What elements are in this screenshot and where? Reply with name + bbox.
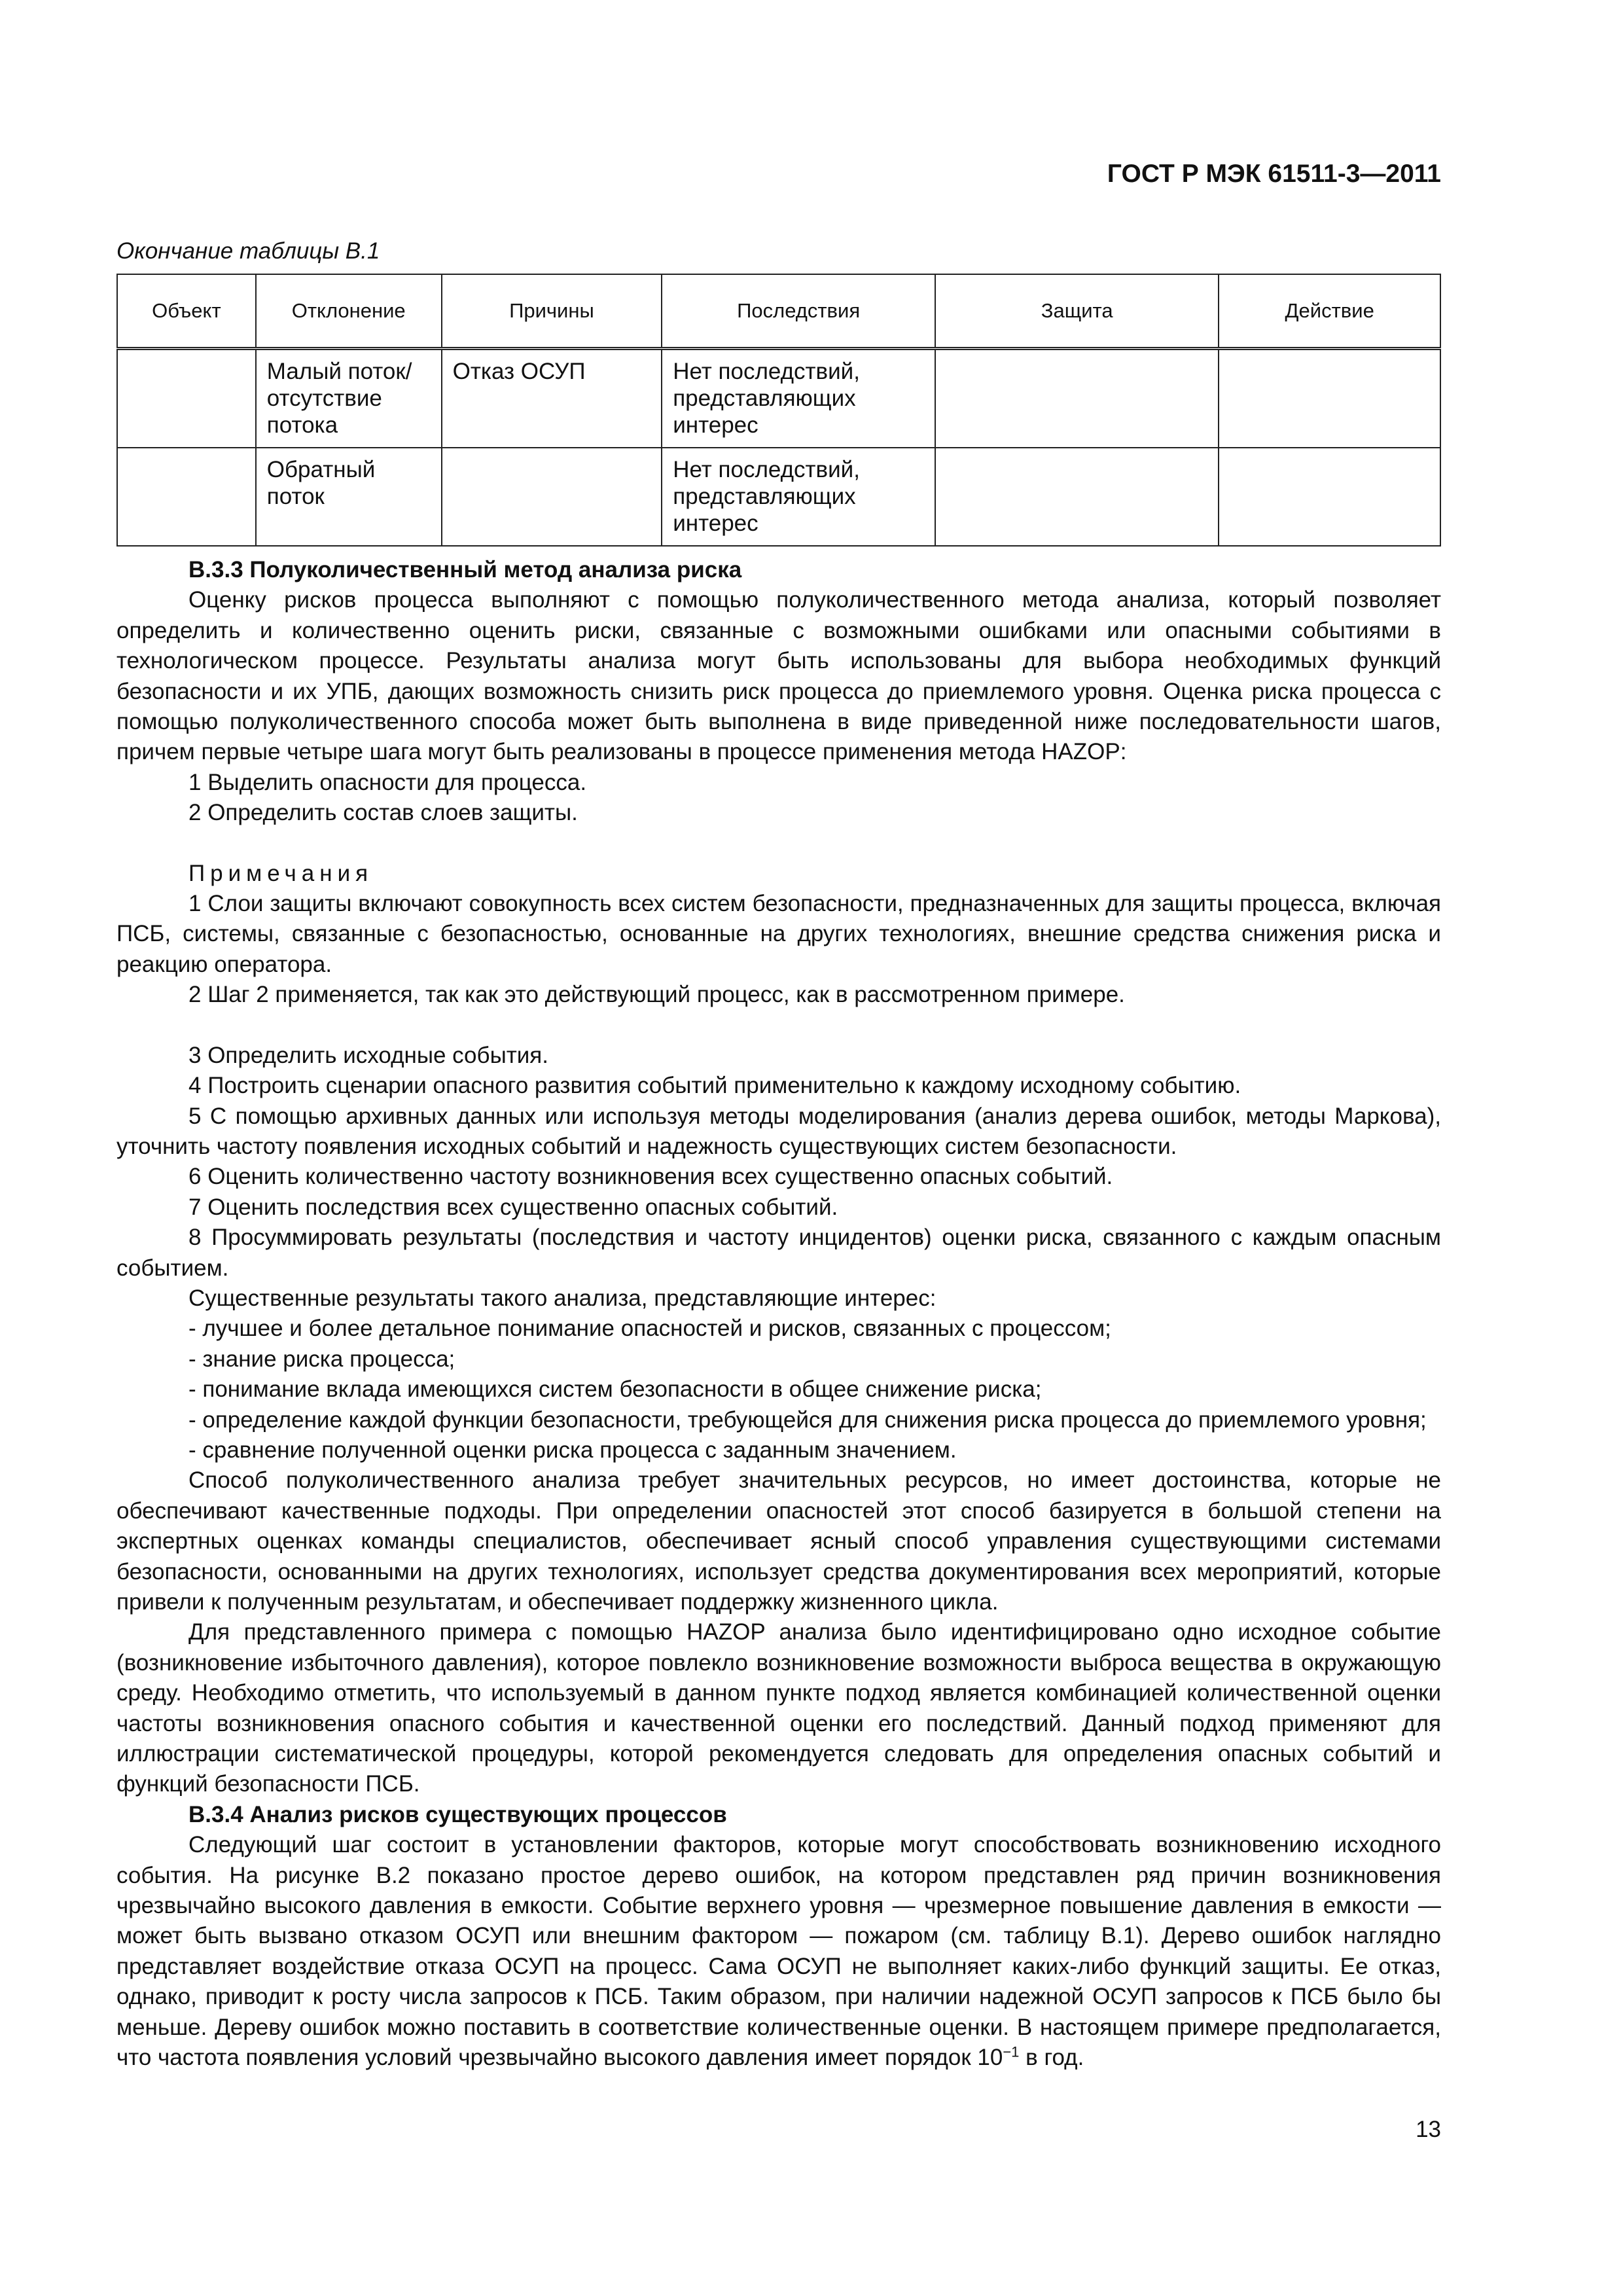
paragraph: Оценку рисков процесса выполняют с помощью полуколичественного метода анализа, который позволяет определить и количественно оценить риски, связанные с возможными ошибками или опасными событиями в технологическом процессе. Результаты анализа могут быть использованы для выбора необходимых функций безопасности и их УПБ, дающих возможность снизить риск процесса до приемлемого уровня. Оценка риска процесса с помощью полуколичественного способа может быть выполнена в виде приведенной ниже последовательности шагов, причем первые четыре шага могут быть реализованы в процессе применения метода HAZOP: bbox=[116, 587, 1441, 765]
header-cell: Действие bbox=[1219, 274, 1440, 349]
table-header-row bbox=[117, 274, 1440, 349]
step-item: 8 Просуммировать результаты (последствия и частоту инцидентов) оценки риска, связанного с каждым опасным событием. bbox=[116, 1225, 1441, 1281]
table-cell: Отказ ОСУП bbox=[442, 349, 662, 448]
table-cell bbox=[935, 349, 1219, 448]
header-cell: Последствия bbox=[662, 274, 935, 349]
table-b1 bbox=[116, 274, 1441, 547]
paragraph: Существенные результаты такого анализа, представляющие интерес: bbox=[188, 1285, 936, 1311]
table-cell: Малый поток/ отсутствие потока bbox=[256, 349, 442, 448]
table-row bbox=[117, 448, 1440, 546]
exponent: −1 bbox=[1003, 2043, 1020, 2060]
table-cell: Обратный поток bbox=[256, 448, 442, 546]
step-item: 2 Определить состав слоев защиты. bbox=[188, 800, 578, 826]
header-cell: Отклонение bbox=[256, 274, 442, 349]
header-cell: Объект bbox=[117, 274, 256, 349]
header-cell: Защита bbox=[935, 274, 1219, 349]
paragraph-last bbox=[116, 1830, 1441, 2073]
bullet-item: - определение каждой функции безопасности, требующейся для снижения риска процесса до приемлемого уровня; bbox=[188, 1407, 1427, 1433]
step-item: 4 Построить сценарии опасного развития событий применительно к каждому исходному событию. bbox=[188, 1073, 1241, 1099]
document-header: ГОСТ Р МЭК 61511-3—2011 bbox=[1107, 160, 1441, 188]
step-item: 5 С помощью архивных данных или используя методы моделирования (анализ дерева ошибок, методы Маркова), уточнить частоту появления исходных событий и надежность существующих систем безопасности. bbox=[116, 1103, 1441, 1159]
table-row bbox=[117, 349, 1440, 448]
table-cell: Нет последствий, представляющих интерес bbox=[662, 349, 935, 448]
paragraph: Для представленного примера с помощью HAZOP анализа было идентифицировано одно исходное событие (возникновение избыточного давления), которое повлекло возникновение возможности выброса вещества в окружающую среду. Необходимо отметить, что используемый в данном пункте подход является комбинацией количественной оценки частоты возникновения опасного события и качественной оценки его последствий. Данный подход применяют для иллюстрации систематической процедуры, которой рекомендуется следовать для определения опасных событий и функций безопасности ПСБ. bbox=[116, 1619, 1441, 1797]
header-cell: Причины bbox=[442, 274, 662, 349]
paragraph-tail: в год. bbox=[1019, 2045, 1084, 2071]
table-cell bbox=[1219, 349, 1440, 448]
bullet-item: - знание риска процесса; bbox=[188, 1346, 455, 1372]
paragraph-text: Следующий шаг состоит в установлении факторов, которые могут способствовать возникновению исходного события. На рисунке В.2 показано простое дерево ошибок, на котором представлен ряд причин возникновения чрезвычайно высокого давления в емкости. Событие верхнего уровня — чрезмерное повышение давления в емкости — может быть вызвано отказом ОСУП или внешним фактором — пожаром (см. таблицу В.1). Дерево ошибок наглядно представляет воздействие отказа ОСУП на процесс. Сама ОСУП не выполняет каких-либо функций защиты. Ее отказ, однако, приводит к росту числа запросов к ПСБ. Таким образом, при наличии надежной ОСУП запросов к ПСБ было бы меньше. Дереву ошибок можно поставить в соответствие количественные оценки. В настоящем примере предполагается, что частота появления условий чрезвычайно высокого давления имеет порядок 10 bbox=[116, 1832, 1441, 2071]
bullet-item: - понимание вклада имеющихся систем безопасности в общее снижение риска; bbox=[188, 1376, 1042, 1403]
page-number: 13 bbox=[1416, 2117, 1441, 2142]
step-item: 3 Определить исходные события. bbox=[188, 1042, 548, 1068]
table-cell: Нет последствий, представляющих интерес bbox=[662, 448, 935, 546]
table-cell bbox=[442, 448, 662, 546]
paragraph: Способ полуколичественного анализа требует значительных ресурсов, но имеет достоинства, которые не обеспечивают качественные подходы. При определении опасностей этот способ базируется в большой степени на экспертных оценках команды специалистов, обеспечивает ясный способ управления существующими системами безопасности, основанными на других технологиях, использует средства документирования всех мероприятий, которые привели к полученным результатам, и обеспечивает поддержку жизненного цикла. bbox=[116, 1467, 1441, 1615]
step-item: 7 Оценить последствия всех существенно опасных событий. bbox=[188, 1194, 838, 1220]
table-caption: Окончание таблицы В.1 bbox=[116, 238, 380, 264]
section-heading: В.3.4 Анализ рисков существующих процессов bbox=[188, 1801, 727, 1827]
step-item: 1 Выделить опасности для процесса. bbox=[188, 769, 587, 795]
note-item: 1 Слои защиты включают совокупность всех систем безопасности, предназначенных для защиты процесса, включая ПСБ, системы, связанные с безопасностью, основанные на других технологиях, внешние средства снижения риска и реакцию оператора. bbox=[116, 891, 1441, 977]
table-cell bbox=[117, 349, 256, 448]
notes-heading: Примечания bbox=[188, 860, 374, 886]
step-item: 6 Оценить количественно частоту возникновения всех существенно опасных событий. bbox=[188, 1164, 1113, 1190]
table-cell bbox=[1219, 448, 1440, 546]
section-heading: В.3.3 Полуколичественный метод анализа риска bbox=[188, 557, 742, 583]
bullet-item: - лучшее и более детальное понимание опасностей и рисков, связанных с процессом; bbox=[188, 1316, 1111, 1342]
note-item: 2 Шаг 2 применяется, так как это действующий процесс, как в рассмотренном примере. bbox=[188, 982, 1125, 1008]
table-cell bbox=[935, 448, 1219, 546]
body-text bbox=[116, 555, 1441, 2073]
table-cell bbox=[117, 448, 256, 546]
bullet-item: - сравнение полученной оценки риска процесса с заданным значением. bbox=[188, 1437, 957, 1463]
